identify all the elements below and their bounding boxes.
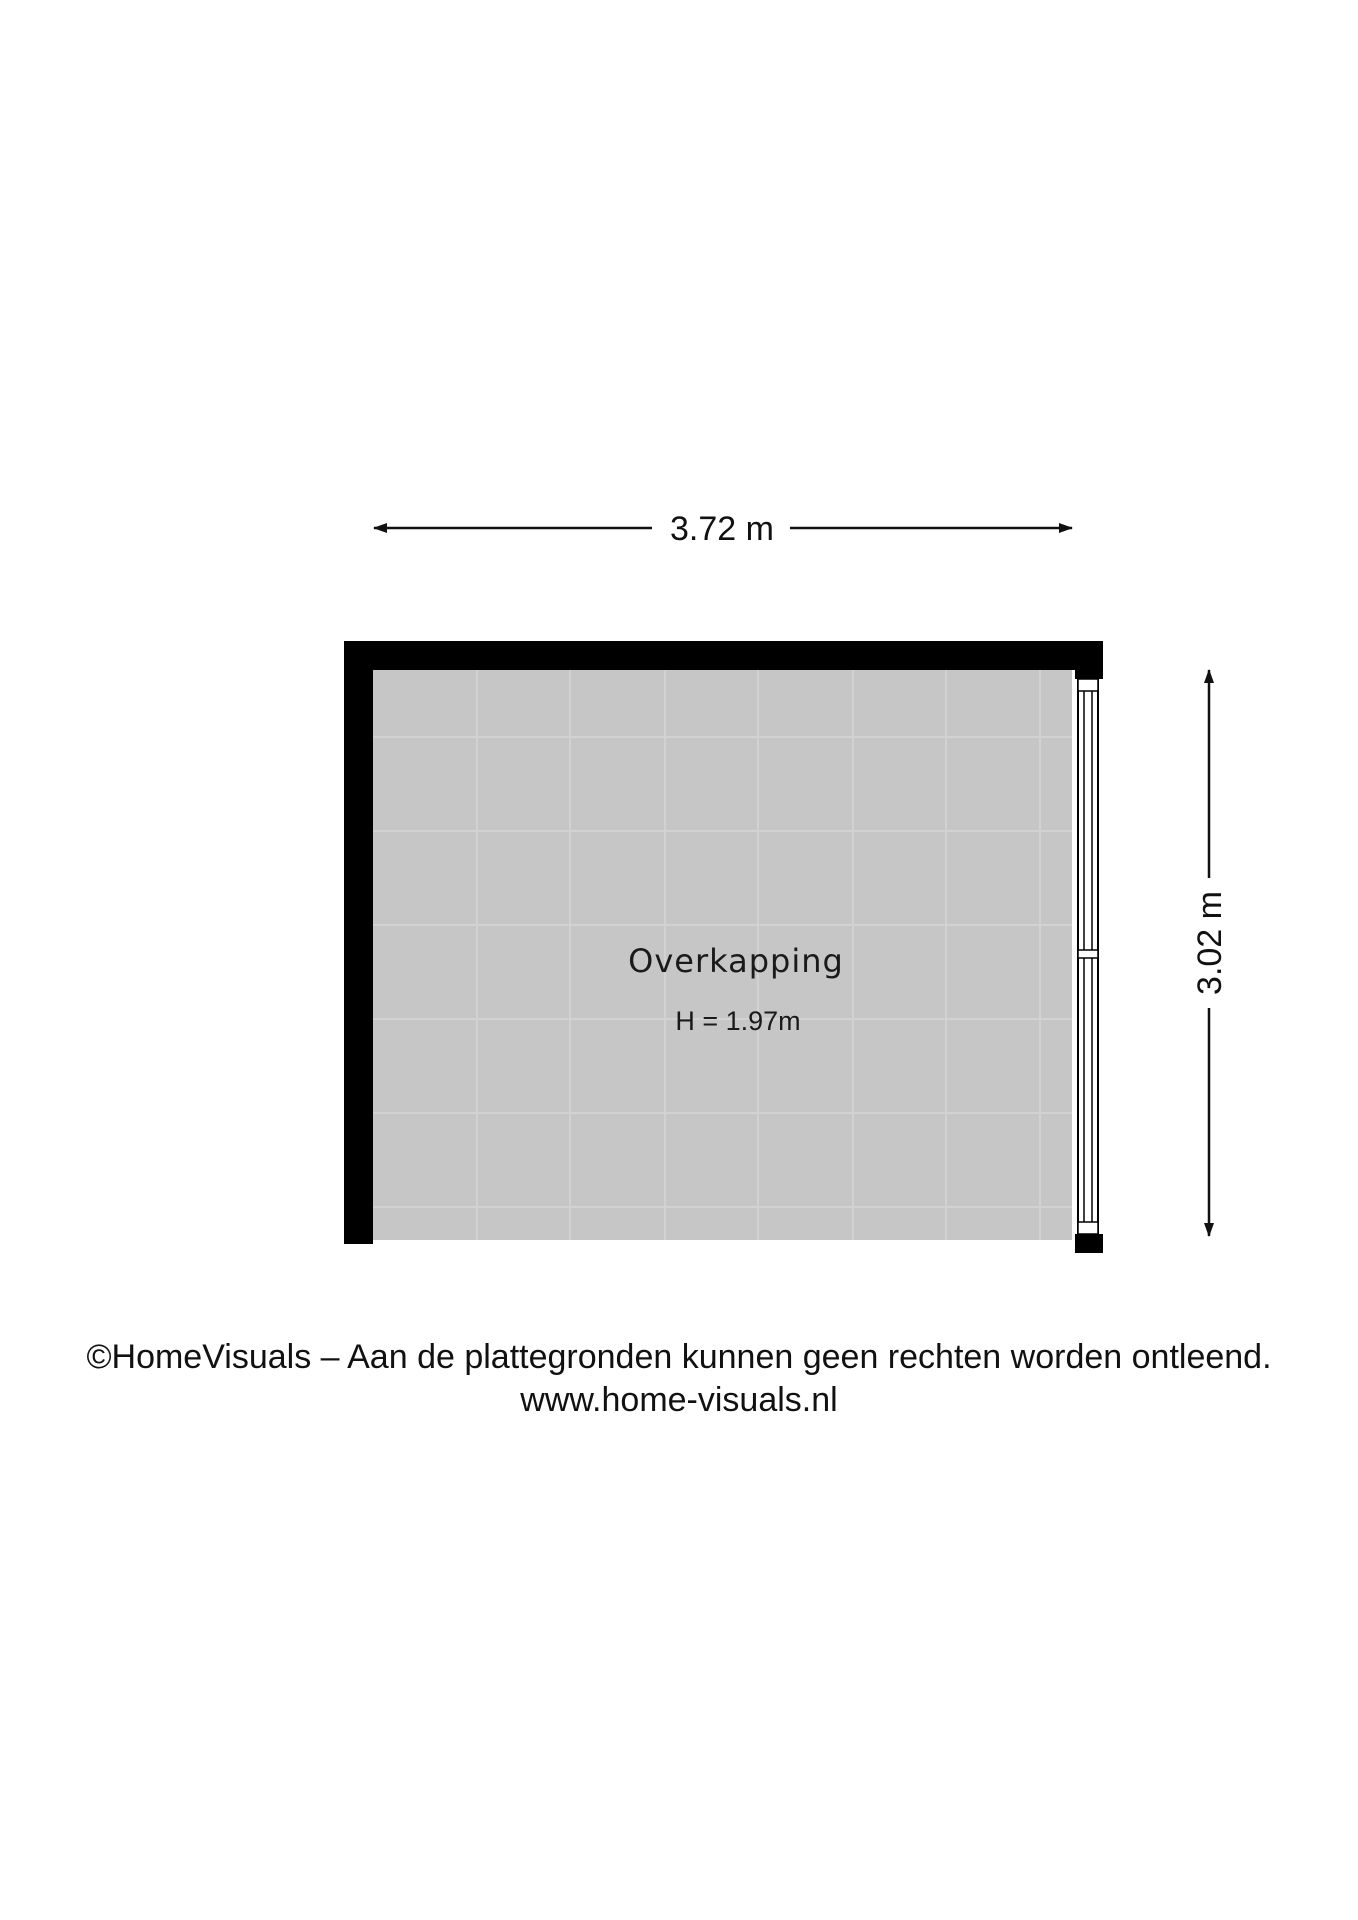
window-right [1078, 679, 1098, 1234]
depth-dimension-label: 3.02 m [1191, 891, 1229, 995]
width-dimension [374, 510, 1072, 548]
wall-right-top-post [1075, 641, 1103, 679]
depth-dimension [1191, 670, 1229, 1236]
wall-top [344, 641, 1103, 670]
room-name: Overkapping [628, 942, 844, 980]
width-dimension-label: 3.72 m [670, 510, 774, 548]
website-url: www.home-visuals.nl [520, 1381, 838, 1419]
room-height: H = 1.97m [675, 1006, 801, 1036]
wall-left [344, 641, 373, 1244]
wall-right-bottom-post [1075, 1234, 1103, 1253]
copyright-notice: ©HomeVisuals – Aan de plattegronden kunnen geen rechten worden ontleend. [86, 1338, 1272, 1376]
